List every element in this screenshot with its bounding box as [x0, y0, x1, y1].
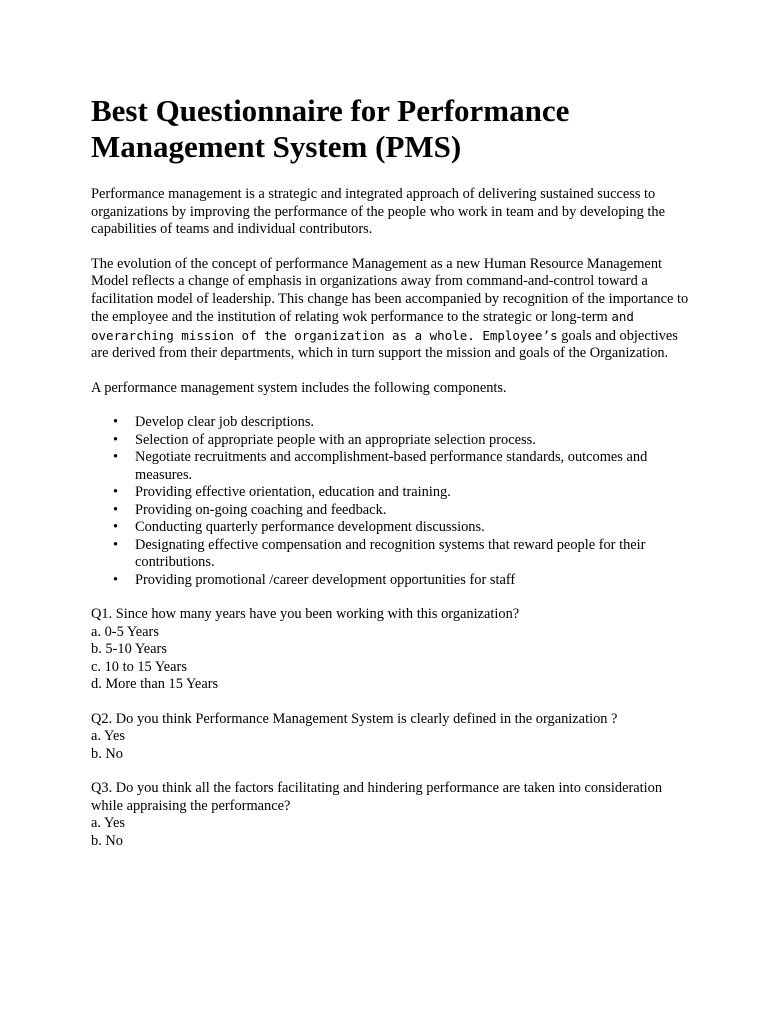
- question-2-option-a: a. Yes: [91, 728, 125, 744]
- list-item-text: Conducting quarterly performance development discussions.: [135, 519, 485, 535]
- list-item-text: Negotiate recruitments and accomplishment-based performance standards, outcomes and measures.: [135, 449, 648, 483]
- bullet-icon: •: [113, 536, 119, 553]
- components-list: [91, 414, 691, 589]
- list-item-text: Providing on-going coaching and feedback.: [135, 501, 387, 518]
- evolution-paragraph-text-1: The evolution of the concept of performance Management as a new Human Resource Management Model reflects a change of emphasis in organizations away from command-and-control toward a facilitation model of leadership. This change has been accompanied by recognition of the importance to the employee and the institution of relating wok performance to the strategic or long-term: [91, 255, 689, 325]
- intro-paragraph: Performance management is a strategic and integrated approach of delivering sustained success to organizations by improving the performance of the people who work in team and by developing the capabilities of teams and individual contributors.: [91, 186, 666, 237]
- list-item-text: Develop clear job descriptions.: [135, 414, 315, 430]
- question-1-option-c: c. 10 to 15 Years: [91, 658, 187, 675]
- list-item: [113, 501, 691, 520]
- page-title-line-1: Best Questionnaire for Performance: [91, 93, 570, 128]
- question-1-option-b: b. 5-10 Years: [91, 641, 167, 657]
- evolution-paragraph: [91, 256, 691, 363]
- bullet-icon: •: [113, 571, 119, 588]
- list-item-text: Providing promotional /career development opportunities for staff: [135, 571, 516, 588]
- question-1: [91, 606, 691, 694]
- question-3-option-b: b. No: [91, 832, 123, 849]
- list-item-text: Selection of appropriate people with an appropriate selection process.: [135, 431, 536, 448]
- list-item: [113, 536, 691, 572]
- list-item: [113, 431, 691, 450]
- bullet-icon: •: [113, 519, 119, 535]
- question-1-option-a: a. 0-5 Years: [91, 623, 159, 640]
- list-item: [113, 519, 691, 537]
- bullet-icon: •: [113, 484, 119, 500]
- list-item: [113, 414, 691, 432]
- question-3-text: Q3. Do you think all the factors facilitating and hindering performance are taken into consideration while appraising the performance?: [91, 780, 663, 814]
- evolution-paragraph-text-2: goals and objectives are derived from their departments, which in turn support the mission and goals of the Organization.: [91, 327, 678, 361]
- evolution-paragraph-mono-text: and overarching mission of the organization as a whole. Employee’s: [91, 309, 634, 343]
- question-1-option-d: d. More than 15 Years: [91, 676, 219, 692]
- question-3: [91, 780, 691, 850]
- question-2-text: Q2. Do you think Performance Management System is clearly defined in the organization ?: [91, 710, 618, 727]
- bullet-icon: •: [113, 449, 119, 465]
- list-item: [113, 571, 691, 590]
- bullet-icon: •: [113, 431, 119, 448]
- document-page: [91, 93, 691, 850]
- bullet-icon: •: [113, 414, 119, 430]
- page-title: [91, 93, 691, 165]
- bullet-icon: •: [113, 501, 119, 518]
- question-1-text: Q1. Since how many years have you been working with this organization?: [91, 606, 520, 622]
- question-2: [91, 711, 691, 764]
- components-intro: A performance management system includes the following components.: [91, 379, 507, 396]
- page-title-line-2: Management System (PMS): [91, 129, 462, 164]
- question-2-option-b: b. No: [91, 745, 123, 762]
- list-item: [113, 484, 691, 502]
- list-item: [113, 449, 691, 484]
- list-item-text: Providing effective orientation, education and training.: [135, 484, 451, 500]
- question-3-option-a: a. Yes: [91, 815, 125, 831]
- list-item-text: Designating effective compensation and recognition systems that reward people for their contributions.: [135, 536, 646, 570]
